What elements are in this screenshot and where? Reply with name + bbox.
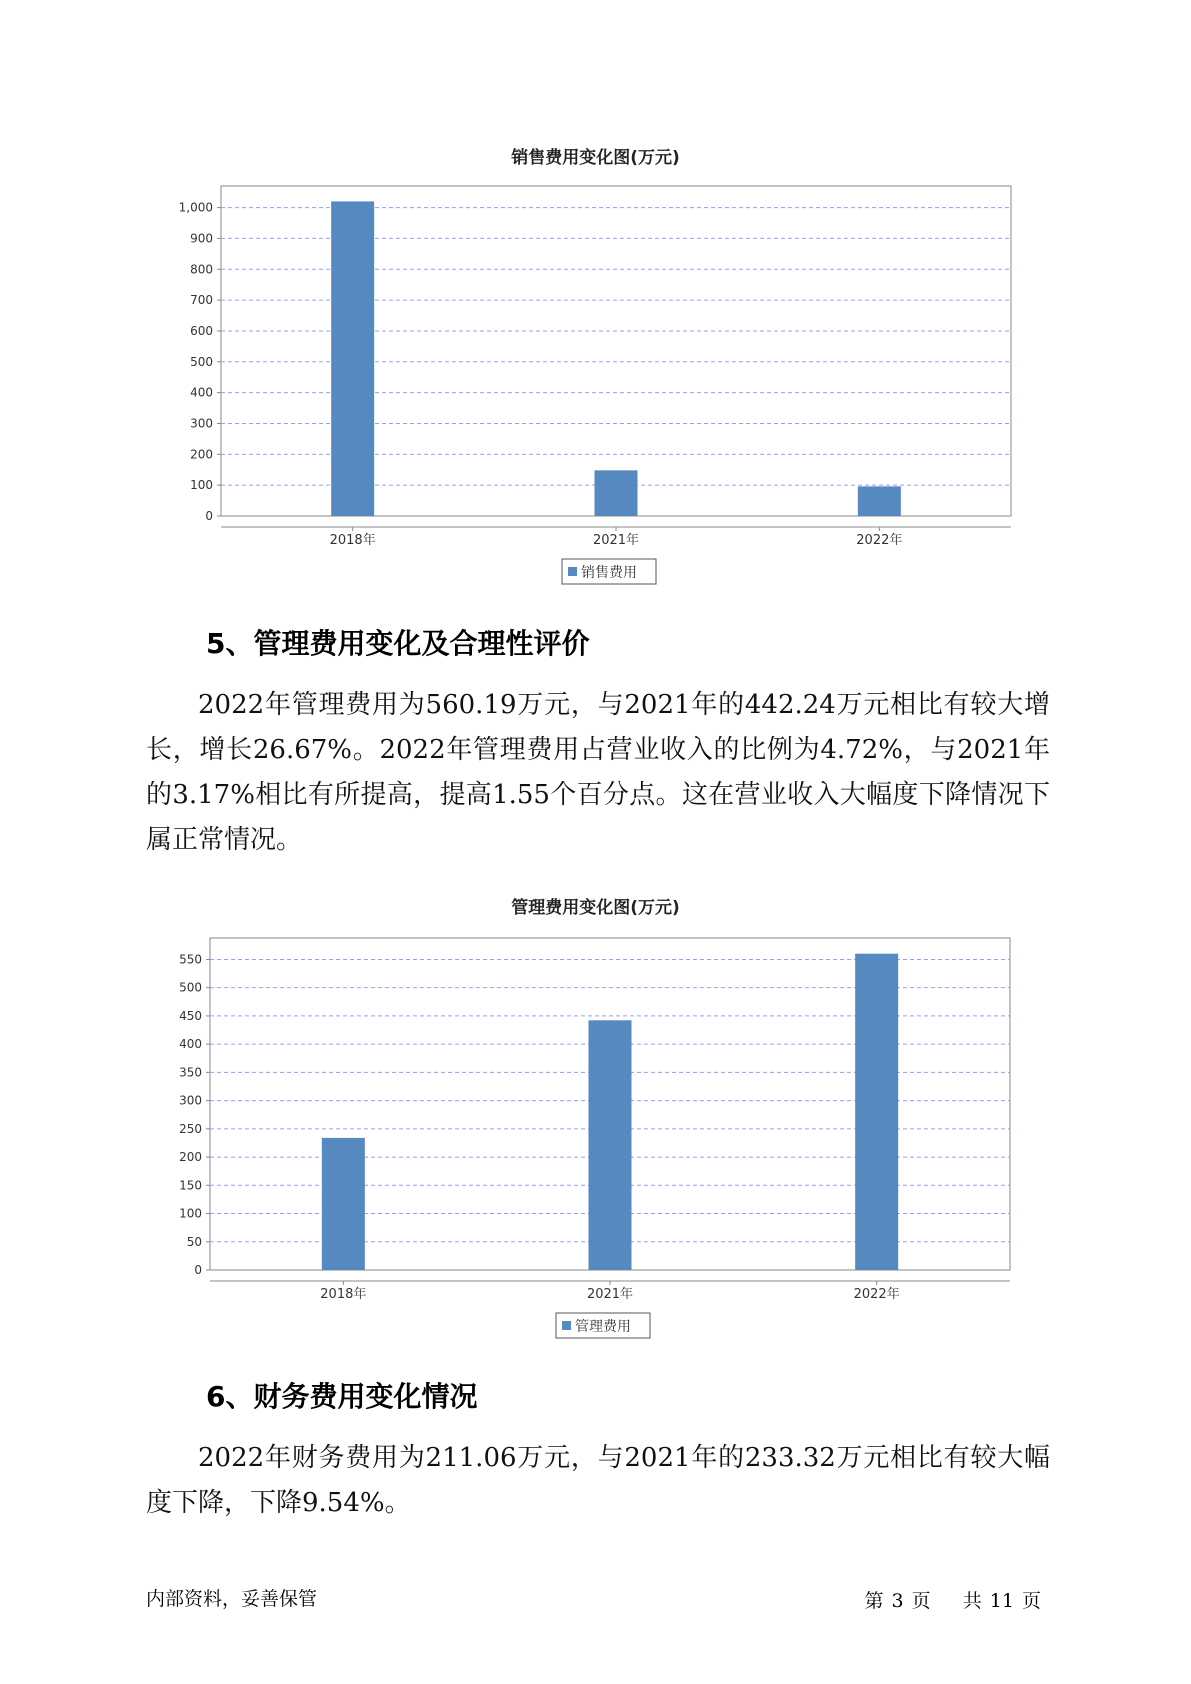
sales-chart-title: 销售费用变化图(万元) <box>511 148 680 168</box>
y-tick-label: 900 <box>190 231 213 246</box>
admin-chart-title: 管理费用变化图(万元) <box>511 898 680 918</box>
x-tick-label: 2021年 <box>586 1287 634 1302</box>
y-tick-label: 800 <box>190 262 213 277</box>
y-tick-label: 200 <box>190 447 213 462</box>
legend-swatch <box>562 1321 571 1330</box>
y-tick-label: 700 <box>190 293 213 308</box>
y-tick-label: 300 <box>179 1093 202 1108</box>
y-tick-label: 250 <box>179 1121 202 1136</box>
y-tick-label: 200 <box>179 1150 202 1165</box>
footer-confidential-note: 内部资料，妥善保管 <box>146 1588 318 1610</box>
y-tick-label: 0 <box>194 1263 202 1277</box>
legend-label: 销售费用 <box>581 565 637 581</box>
y-tick-label: 500 <box>179 980 202 995</box>
section-5-heading: 5、管理费用变化及合理性评价 <box>206 627 590 660</box>
y-tick-label: 400 <box>179 1037 202 1052</box>
y-tick-label: 1,000 <box>178 200 213 215</box>
y-tick-label: 350 <box>179 1065 202 1080</box>
page-prefix: 第 <box>864 1590 884 1612</box>
y-tick-label: 150 <box>179 1178 202 1193</box>
x-tick-label: 2021年 <box>592 533 640 548</box>
x-tick-label: 2018年 <box>320 1287 367 1302</box>
legend <box>556 1313 650 1338</box>
total-prefix: 共 <box>962 1590 982 1612</box>
total-num: 11 <box>989 1590 1014 1612</box>
bar-2022年 <box>855 954 898 1270</box>
bar-2021年 <box>589 1020 632 1270</box>
y-tick-label: 600 <box>190 323 213 338</box>
y-tick-label: 450 <box>179 1008 202 1023</box>
y-tick-label: 0 <box>205 509 213 523</box>
y-tick-label: 100 <box>179 1206 202 1221</box>
section-6-heading: 6、财务费用变化情况 <box>206 1380 478 1413</box>
y-tick-label: 50 <box>186 1234 202 1249</box>
y-tick-label: 100 <box>190 478 213 493</box>
y-tick-label: 300 <box>190 416 213 431</box>
footer-page-number <box>860 1586 1045 1613</box>
page-num: 3 <box>891 1590 904 1612</box>
page-unit: 页 <box>911 1590 931 1612</box>
section-5-paragraph: 2022年管理费用为560.19万元，与2021年的442.24万元相比有较大增长，增长26.67%。2022年管理费用占营业收入的比例为4.72%，与2021年的3.17%相比有所提高，提高1.55个百分点。这在营业收入大幅度下降情况下属正常情况。 <box>146 690 1050 855</box>
total-unit: 页 <box>1021 1590 1041 1612</box>
bar-2018年 <box>322 1138 365 1270</box>
y-tick-label: 500 <box>190 354 213 369</box>
legend-label: 管理费用 <box>575 1319 631 1335</box>
section-6-paragraph: 2022年财务费用为211.06万元，与2021年的233.32万元相比有较大幅度下降，下降9.54%。 <box>146 1443 1050 1518</box>
x-tick-label: 2022年 <box>853 1287 900 1302</box>
x-tick-label: 2022年 <box>856 533 903 548</box>
x-tick-label: 2018年 <box>329 533 376 548</box>
y-tick-label: 550 <box>179 952 202 967</box>
y-tick-label: 400 <box>190 385 213 400</box>
